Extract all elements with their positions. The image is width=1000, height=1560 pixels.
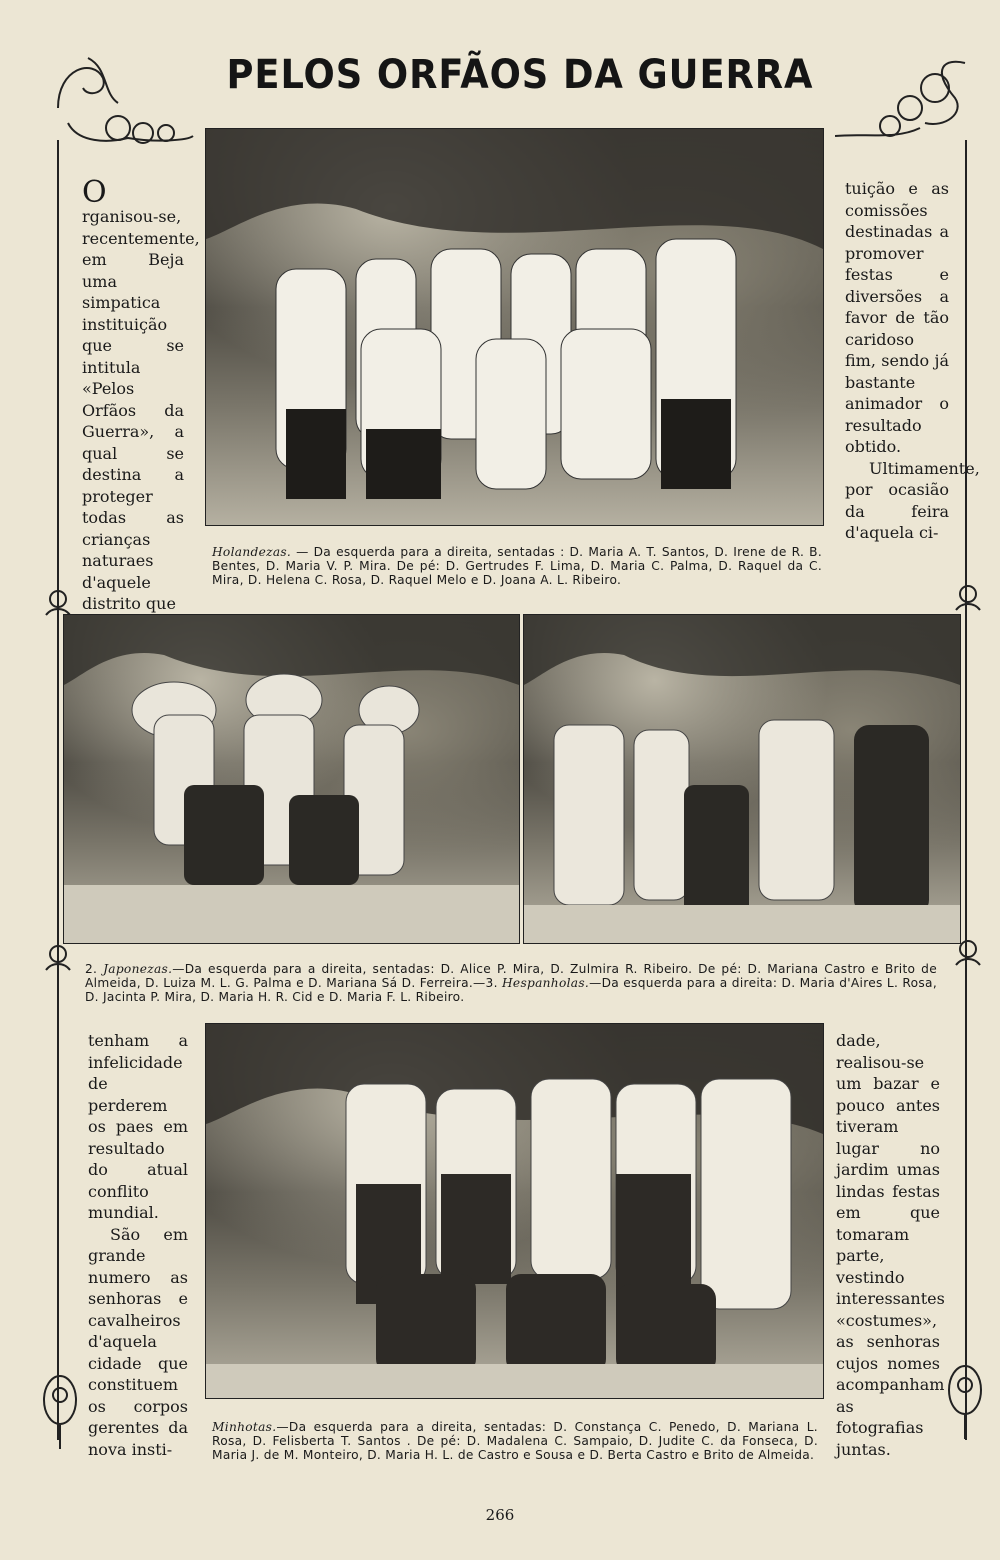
caption-holandezas-text: — Da esquerda para a direita, sentadas : D. Maria A. T. Santos, D. Irene de R. B. Bentes, D. Maria V. P. Mira. De pé: D. Gertrudes F. Lima, D. Maria C. Palma, D. Raquel da C. Mira, D. Helena C. Rosa, D. Raquel Melo e D. Joana A. L. Ribeiro. [212, 545, 822, 587]
caption-minhotas-text: —Da esquerda para a direita, sentadas: D. Constança C. Penedo, D. Mariana L. Rosa, D. Felisberta T. Santos . De pé: D. Madalena C. Sampaio, D. Judite C. da Fonseca, D. Maria J. de M. Monteiro, D. Maria H. L. de Castro e Sousa e D. Berta Castro e Brito de Almeida. [212, 1420, 818, 1462]
caption-hespanholas-label: Hespanholas. [502, 976, 590, 990]
photo-hespanholas [523, 614, 961, 944]
lower-right-column [836, 1030, 945, 1460]
bottom-right-ornament-icon [943, 1355, 988, 1440]
lower-left-column [88, 1030, 188, 1460]
top-right-ornament-icon [835, 48, 975, 148]
lower-right-text: dade, realisou-se um bazar e pouco antes tiveram lugar no jardim umas lindas festas em que tomaram parte, vestindo interessantes «costumes», as senhoras cujos nomes acompanham as fotografias juntas. [836, 1031, 945, 1459]
dropcap: O [82, 175, 107, 210]
right-border-rule [965, 140, 967, 1440]
caption-japonezas-hespanholas [85, 962, 937, 1004]
caption-hespanholas-text: —Da esquerda para a direita: D. Maria d'Aires L. Rosa, D. Jacinta P. Mira, D. Maria H. R. Cid e D. Maria F. L. Ribeiro. [85, 976, 937, 1004]
intro-right-column [845, 178, 980, 544]
intro-left-column [82, 175, 200, 615]
bottom-left-ornament-icon [38, 1365, 83, 1450]
photo-japonezas [63, 614, 520, 944]
photo-minhotas [205, 1023, 824, 1399]
photo-holandezas [205, 128, 824, 526]
caption-japonezas-text: —Da esquerda para a direita, sentadas: D. Alice P. Mira, D. Zulmira R. Ribeiro. De pé: D. Mariana Castro e Brito de Almeida, D. Luiza M. L. G. Palma e D. Mariana Sá D. Ferreira.—3. [85, 962, 937, 990]
caption-holandezas-label: Holandezas. [212, 545, 292, 559]
lower-left-text-1: tenham a infelicidade de perderem os paes em resultado do atual conflito mundial. [88, 1031, 188, 1222]
intro-right-text-1: tuição e as comissões destinadas a promover festas e diversões a favor de tão caridoso fim, sendo já bastante animador o resultado obtido. [845, 179, 949, 456]
left-border-rule [57, 140, 59, 1440]
top-left-ornament-icon [48, 48, 198, 148]
page-title: PELOS ORFÃOS DA GUERRA [226, 52, 814, 98]
caption-holandezas [212, 545, 822, 587]
caption-minhotas-label: Minhotas. [212, 1420, 277, 1434]
page-number: 266 [485, 1506, 515, 1524]
caption-minhotas [212, 1420, 818, 1462]
lower-left-text-2: São em grande numero as senhoras e cavalheiros d'aquela cidade que constituem os corpos gerentes da nova insti- [88, 1224, 188, 1459]
intro-left-text: rganisou-se, recentemente, em Beja uma simpatica instituição que se intitula «Pelos Orfãos da Guerra», a qual se destina a proteger todas as crianças naturaes d'aquele distrito que [82, 207, 200, 613]
caption-mid-prefix: 2. [85, 962, 104, 976]
caption-japonezas-label: Japonezas. [103, 962, 173, 976]
intro-right-text-2: Ultimamente, por ocasião da feira d'aquela ci- [845, 458, 980, 542]
left-mid2-ornament-icon [40, 940, 76, 980]
